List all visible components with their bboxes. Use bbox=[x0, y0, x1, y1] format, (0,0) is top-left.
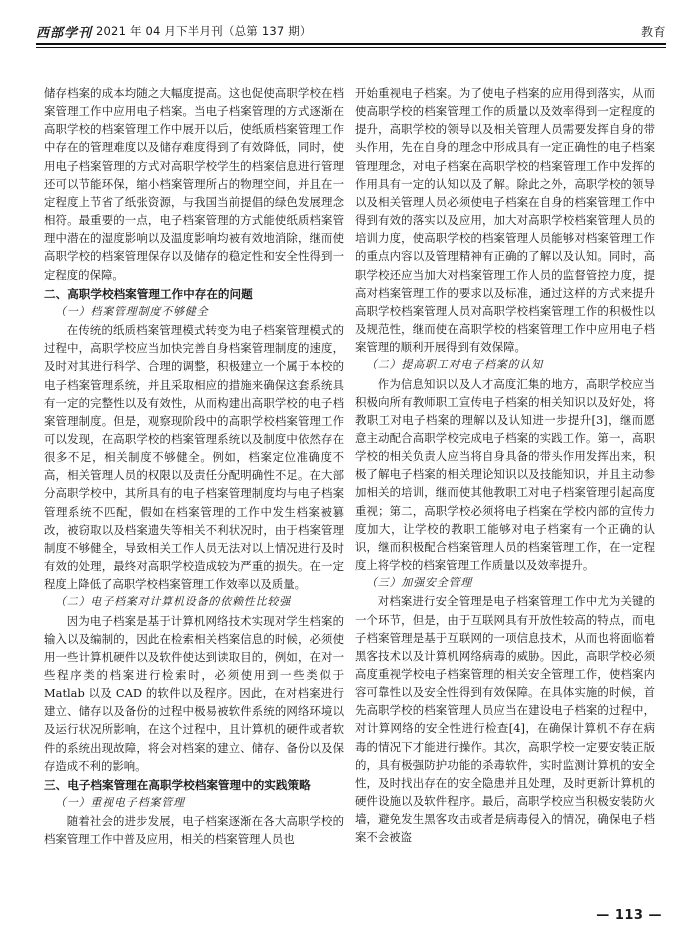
body-paragraph: 随着社会的进步发展，电子档案逐渐在各大高职学校的档案管理工作中普及应用，相关的档案管理人员也 bbox=[44, 814, 344, 847]
body-paragraph: 在传统的纸质档案管理模式转变为电子档案管理模式的过程中，高职学校应当加快完善自身档案管理制度的速度，及时对其进行科学、合理的调整，积极建立一个属于本校的电子档案管理系统，并且采取相应的措施来确保这套系统具有一定的完整性以及有效性，从而构建出高职学校的电子档案管理制度。但是，观察现阶段中的高职学校档案管理工作可以发现，在高职学校的档案管理系统以及制度中依然存在很多不足，相关制度不够健全。例如，档案定位准确度不高，相关管理人员的权限以及责任分配明确性不足。在大部分高职学校中，其所具有的电子档案管理制度均与电子档案管理系统不匹配，假如在档案管理的工作中发生档案被篡改，被窃取以及档案遗失等相关不利状况时，由于档案管理制度不够健全，导致相关工作人员无法对以上情况进行及时有效的处理，最终对高职学校造成较为严重的损失。在一定程度上降低了高职学校档案管理工作效率以及质量。 bbox=[44, 323, 344, 592]
body-paragraph: 因为电子档案是基于计算机网络技术实现对学生档案的输入以及编制的，因此在检索相关档案信息的时候，必须使用一些计算机硬件以及软件使达到读取目的，例如，在对一些程序类的档案进行检索时，必须使用到一些类似于 Matlab 以及 CAD 的软件以及程序。因此，在对档案进行建立、储存以及备份的过程中极易被软件系统的网络环境以及运行状况所影响，在这个过程中，且计算机的硬件或者软件的系统出现故障，将会对档案的建立、储存、备份以及保存造成不利的影响。 bbox=[44, 613, 344, 773]
section-tag: 教育 bbox=[640, 24, 666, 39]
section-heading: 三、电子档案管理在高职学校档案管理中的实践策略 bbox=[44, 777, 311, 792]
subsection-heading: （二）提高职工对电子档案的认知 bbox=[366, 358, 543, 372]
header-left bbox=[36, 22, 312, 41]
right-column bbox=[355, 84, 655, 902]
issue-info: 2021 年 04 月下半月刊（总第 137 期） bbox=[96, 24, 312, 38]
body-paragraph: 对档案进行安全管理是电子档案管理工作中尤为关键的一个环节，但是，由于互联网具有开放性较高的特点，而电子档案管理是基于互联网的一项信息技术，从而也将面临着黑客技术以及计算机网络病毒的威胁。因此，高职学校必须高度重视学校电子档案管理的相关安全管理工作，使档案内容可靠性以及安全性得到有效保障。在具体实施的时候，首先高职学校的档案管理人员应当在建设电子档案的过程中，对计算网络的安全性进行检查[4]，在确保计算机不存在病毒的情况下才能进行操作。其次，高职学校一定要安装正版的，具有极强防护功能的杀毒软件，实时监测计算机的安全性，及时找出存在的安全隐患并且处理，及时更新计算机的硬件设施以及软件程序。最后，高职学校应当积极安装防火墙，避免发生黑客攻击或者是病毒侵入的情况，确保电子档案不会被盗 bbox=[355, 594, 655, 845]
subsection-heading: （一）档案管理制度不够健全 bbox=[55, 304, 209, 318]
body-paragraph: 作为信息知识以及人才高度汇集的地方，高职学校应当积极向所有教师职工宣传电子档案的相关知识以及好处，将教职工对电子档案的理解以及认知进一步提升[3]，继而愿意主动配合高职学校完成电子档案的实践工作。第一，高职学校的相关负责人应当将自身具备的带头作用发挥出来，积极了解电子档案的相关理论知识以及技能知识，并且主动参加相关的培训，继而使其他教职工对电子档案管理引起高度重视；第二，高职学校必须将电子档案在学校内部的宣传力度加大，让学校的教职工能够对电子档案有一个正确的认识，继而积极配合档案管理人员的档案管理工作，在一定程度上将学校的档案管理工作质量以及效率提升。 bbox=[355, 376, 655, 573]
section-heading: 二、高职学校档案管理工作中存在的问题 bbox=[44, 286, 253, 301]
header-rule-thin bbox=[36, 47, 666, 48]
header-rule-thick bbox=[36, 43, 666, 45]
journal-logo: 西部学刊 bbox=[36, 25, 93, 41]
subsection-heading: （三）加强安全管理 bbox=[366, 576, 473, 590]
subsection-heading: （一）重视电子档案管理 bbox=[55, 796, 185, 810]
page-number: — 113 — bbox=[596, 908, 662, 923]
subsection-heading: （二）电子档案对计算机设备的依赖性比较强 bbox=[55, 595, 291, 609]
left-column bbox=[44, 84, 344, 902]
body-paragraph: 储存档案的成本均随之大幅度提高。这也促使高职学校在档案管理工作中应用电子档案。当电子档案管理的方式逐渐在高职学校的档案管理工作中展开以后，使纸质档案管理工作中存在的管理难度以及储存难度得到了有效降低，同时，使用电子档案管理的方式对高职学校学生的档案信息进行管理还可以节能环保，缩小档案管理所占的物理空间，并且在一定程度上节省了纸张资源，与我国当前提倡的绿色发展理念相符。最重要的一点，电子档案管理的方式能使纸质档案管理中潜在的湿度影响以及温度影响均被有效地消除，继而使高职学校的档案管理保存以及储存的稳定性和安全性得到一定程度的保障。 bbox=[44, 86, 344, 282]
body-paragraph: 开始重视电子档案。为了使电子档案的应用得到落实，从而使高职学校的档案管理工作的质量以及效率得到一定程度的提升，高职学校的领导以及相关管理人员需要发挥自身的带头作用，先在自身的理念中形成具有一定正确性的电子档案管理理念，对电子档案在高职学校的档案管理工作中发挥的作用具有一定的认知以及了解。除此之外，高职学校的领导以及相关管理人员必须使电子档案在自身的档案管理工作中得到有效的落实以及应用，加大对高职学校档案管理人员的培训力度，使高职学校的档案管理人员能够对档案管理工作的重点内容以及管理精神有正确的了解以及认知。同时，高职学校还应当加大对档案管理工作人员的监督管控力度，提高对档案管理工作的要求以及标准，通过这样的方式来提升高职学校档案管理人员对高职学校档案管理工作的积极性以及规范性，继而使在高职学校的档案管理工作中应用电子档案管理的顺利开展得到有效保障。 bbox=[355, 86, 655, 355]
running-header bbox=[36, 20, 666, 42]
